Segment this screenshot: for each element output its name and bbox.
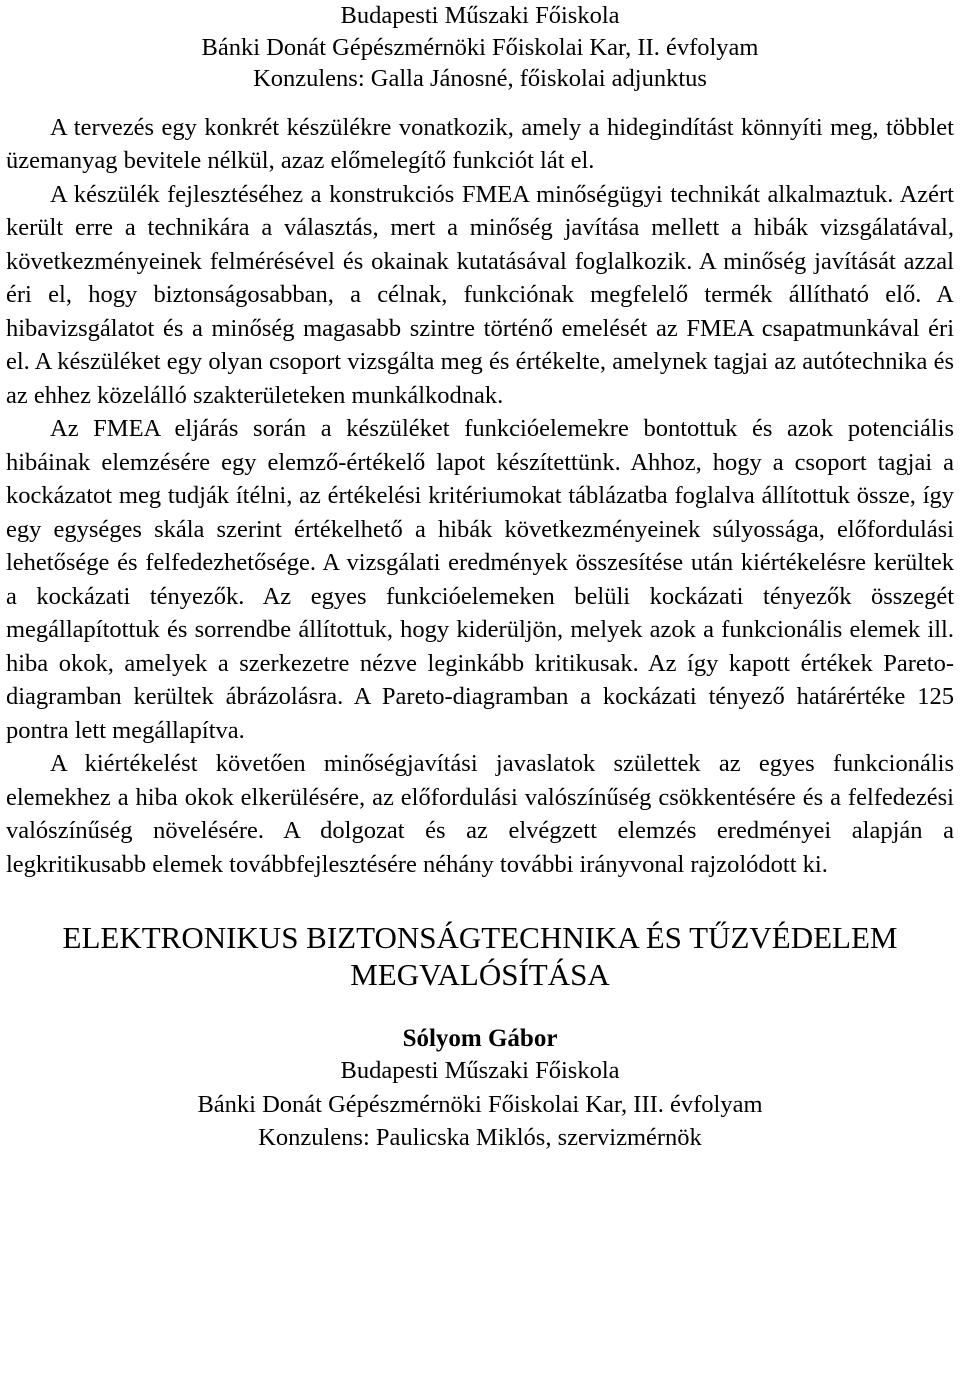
header-block xyxy=(6,0,954,95)
paragraph-1: A tervezés egy konkrét készülékre vonatkozik, amely a hidegindítást könnyíti meg, többlet üzemanyag bevitele nélkül, azaz előmelegítő funkciót lát el. xyxy=(6,113,954,174)
consultant-line: Konzulens: Galla Jánosné, főiskolai adjunktus xyxy=(253,65,707,92)
author-affiliation xyxy=(6,1054,954,1155)
abstract-body xyxy=(6,111,954,882)
faculty-line-2: Bánki Donát Gépészmérnöki Főiskolai Kar, III. évfolyam xyxy=(197,1090,763,1118)
paragraph-2: A készülék fejlesztéséhez a konstrukciós FMEA minőségügyi technikát alkalmaztuk. Azért került erre a technikára a választás, mert a minőség javítása mellett a hibák vizsgálatával, következményeinek felmérésével és okainak kutatásával foglalkozik. A minőség javítását azzal éri el, hogy biztonságosabban, a célnak, funkciónak megfelelő termék állítható elő. A hibavizsgálatot és a minőség magasabb szintre történő emelését az FMEA csapatmunkával éri el. A készüléket egy olyan csoport vizsgálta meg és értékelte, amelynek tagjai az autótechnika és az ehhez közelálló szakterületeken munkálkodnak. xyxy=(6,180,954,409)
section-title xyxy=(6,919,954,993)
paragraph-3: Az FMEA eljárás során a készüléket funkcióelemekre bontottuk és azok potenciális hibáinak elemzésére egy elemző-értékelő lapot készítettünk. Ahhoz, hogy a csoport tagjai a kockázatot meg tudják ítélni, az értékelési kritériumokat táblázatba foglalva állítottuk össze, így egy egységes skála szerint értékelhető a hibák következményeinek súlyossága, előfordulási lehetősége és felfedezhetősége. A vizsgálati eredmények összesítése után kiértékelésre kerültek a kockázati tényezők. Az egyes funkcióelemeken belüli kockázati tényezők összegét megállapítottuk és sorrendbe állítottuk, hogy kiderüljön, melyek azok a funkcionális elemek ill. hiba okok, amelyek a szerkezetre nézve leginkább kritikusak. Az így kapott értékek Pareto-diagramban kerültek ábrázolásra. A Pareto-diagramban a kockázati tényező határértéke 125 pontra lett megállapítva. xyxy=(6,415,954,744)
faculty-line: Bánki Donát Gépészmérnöki Főiskolai Kar, II. évfolyam xyxy=(201,33,759,61)
section-title-line-1: ELEKTRONIKUS BIZTONSÁGTECHNIKA ÉS TŰZVÉDELEM xyxy=(62,920,898,955)
institution-line: Budapesti Műszaki Főiskola xyxy=(340,2,620,29)
author-name: Sólyom Gábor xyxy=(402,1025,558,1052)
consultant-line-2: Konzulens: Paulicska Miklós, szervizmérnök xyxy=(258,1124,702,1151)
paragraph-4: A kiértékelést követően minőségjavítási javaslatok születtek az egyes funkcionális elemekhez a hiba okok elkerülésére, az előfordulási valószínűség csökkentésére és a felfedezési valószínűség növelésére. A dolgozat és az elvégzett elemzés eredményei alapján a legkritikusabb elemek továbbfejlesztésére néhány további irányvonal rajzolódott ki. xyxy=(6,750,954,878)
institution-line-2: Budapesti Műszaki Főiskola xyxy=(340,1057,620,1084)
section-title-line-2: MEGVALÓSÍTÁSA xyxy=(350,957,610,992)
